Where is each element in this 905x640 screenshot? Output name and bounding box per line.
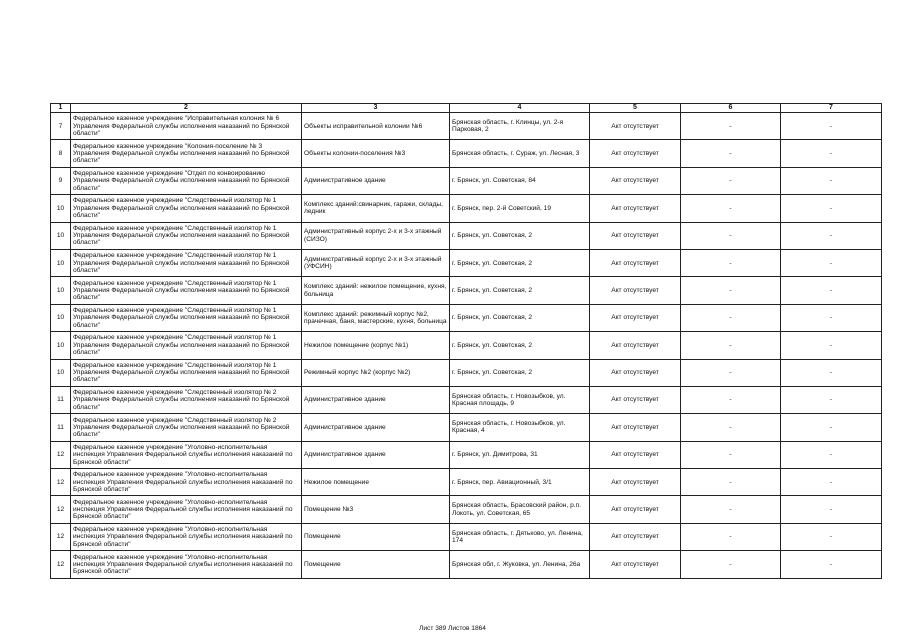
object-cell: Объекты исправительной колонии №6 xyxy=(302,113,450,140)
table-row xyxy=(51,523,882,550)
address-cell: г. Брянск, ул. Димитрова, 31 xyxy=(450,441,590,468)
row-number-cell: 9 xyxy=(51,167,71,194)
column-7-cell: - xyxy=(781,359,882,386)
act-status-cell: Акт отсутствует xyxy=(590,359,681,386)
data-table xyxy=(50,103,882,579)
organization-cell: Федеральное казенное учреждение "Следственный изолятор № 1 Управления Федеральной службы исполнения наказаний по Брянской области" xyxy=(71,195,302,222)
row-number-cell: 10 xyxy=(51,359,71,386)
column-7-cell: - xyxy=(781,277,882,304)
column-header-4: 4 xyxy=(450,104,590,113)
object-cell: Нежилое помещение (корпус №1) xyxy=(302,332,450,359)
organization-cell: Федеральное казенное учреждение "Следственный изолятор № 1 Управления Федеральной службы исполнения наказаний по Брянской области" xyxy=(71,249,302,276)
table-row xyxy=(51,359,882,386)
address-cell: г. Брянск, ул. Советская, 2 xyxy=(450,222,590,249)
column-6-cell: - xyxy=(681,523,781,550)
address-cell: Брянская область, Брасовский район, р.п. Локоть, ул. Советская, 65 xyxy=(450,496,590,523)
address-cell: Брянская область, г. Сураж, ул. Лесная, 3 xyxy=(450,140,590,167)
column-header-2: 2 xyxy=(71,104,302,113)
object-cell: Административный корпус 2-х и 3-х этажный (СИЗО) xyxy=(302,222,450,249)
object-cell: Административное здание xyxy=(302,414,450,441)
act-status-cell: Акт отсутствует xyxy=(590,167,681,194)
object-cell: Режимный корпус №2 (корпус №2) xyxy=(302,359,450,386)
act-status-cell: Акт отсутствует xyxy=(590,332,681,359)
column-header-5: 5 xyxy=(590,104,681,113)
table-row xyxy=(51,551,882,578)
column-header-1: 1 xyxy=(51,104,71,113)
address-cell: г. Брянск, ул. Советская, 2 xyxy=(450,277,590,304)
column-6-cell: - xyxy=(681,551,781,578)
table-header xyxy=(51,104,882,113)
column-7-cell: - xyxy=(781,113,882,140)
act-status-cell: Акт отсутствует xyxy=(590,551,681,578)
organization-cell: Федеральное казенное учреждение "Исправительная колония № 6 Управления Федеральной службы исполнения наказаний по Брянской области" xyxy=(71,113,302,140)
document-sheet xyxy=(50,103,881,579)
row-number-cell: 12 xyxy=(51,551,71,578)
table-body xyxy=(51,113,882,579)
act-status-cell: Акт отсутствует xyxy=(590,441,681,468)
organization-cell: Федеральное казенное учреждение "Уголовно-исполнительная инспекция Управления Федеральной службы исполнения наказаний по Брянской области" xyxy=(71,551,302,578)
organization-cell: Федеральное казенное учреждение "Отдел по конвоированию Управления Федеральной службы исполнения наказаний по Брянской области" xyxy=(71,167,302,194)
row-number-cell: 12 xyxy=(51,441,71,468)
column-header-6: 6 xyxy=(681,104,781,113)
object-cell: Объекты колонии-поселения №3 xyxy=(302,140,450,167)
object-cell: Комплекс зданий: нежилое помещение, кухня, больница xyxy=(302,277,450,304)
address-cell: г. Брянск, ул. Советская, 2 xyxy=(450,304,590,331)
act-status-cell: Акт отсутствует xyxy=(590,249,681,276)
column-7-cell: - xyxy=(781,386,882,413)
act-status-cell: Акт отсутствует xyxy=(590,469,681,496)
act-status-cell: Акт отсутствует xyxy=(590,304,681,331)
table-row xyxy=(51,469,882,496)
table-row xyxy=(51,304,882,331)
row-number-cell: 12 xyxy=(51,496,71,523)
address-cell: г. Брянск, пер. 2-й Советский, 19 xyxy=(450,195,590,222)
table-row xyxy=(51,496,882,523)
row-number-cell: 10 xyxy=(51,195,71,222)
column-6-cell: - xyxy=(681,304,781,331)
column-7-cell: - xyxy=(781,414,882,441)
column-7-cell: - xyxy=(781,249,882,276)
header-row xyxy=(51,104,882,113)
organization-cell: Федеральное казенное учреждение "Следственный изолятор № 2 Управления Федеральной службы исполнения наказаний по Брянской области" xyxy=(71,414,302,441)
address-cell: г. Брянск, ул. Советская, 84 xyxy=(450,167,590,194)
object-cell: Административное здание xyxy=(302,167,450,194)
column-6-cell: - xyxy=(681,496,781,523)
table-row xyxy=(51,195,882,222)
table-row xyxy=(51,332,882,359)
address-cell: Брянская обл, г. Жуковка, ул. Ленина, 26а xyxy=(450,551,590,578)
column-6-cell: - xyxy=(681,113,781,140)
address-cell: г. Брянск, ул. Советская, 2 xyxy=(450,249,590,276)
column-6-cell: - xyxy=(681,386,781,413)
row-number-cell: 8 xyxy=(51,140,71,167)
table-row xyxy=(51,222,882,249)
address-cell: г. Брянск, ул. Советская, 2 xyxy=(450,332,590,359)
address-cell: Брянская область, г. Клинцы, ул. 2-я Парковая, 2 xyxy=(450,113,590,140)
row-number-cell: 10 xyxy=(51,222,71,249)
table-row xyxy=(51,414,882,441)
column-7-cell: - xyxy=(781,332,882,359)
object-cell: Комплекс зданий:свинарник, гаражи, склады, ледник xyxy=(302,195,450,222)
row-number-cell: 11 xyxy=(51,414,71,441)
organization-cell: Федеральное казенное учреждение "Уголовно-исполнительная инспекция Управления Федеральной службы исполнения наказаний по Брянской области" xyxy=(71,523,302,550)
organization-cell: Федеральное казенное учреждение "Уголовно-исполнительная инспекция Управления Федеральной службы исполнения наказаний по Брянской области" xyxy=(71,469,302,496)
page-footer: Лист 389 Листов 1864 xyxy=(419,625,486,632)
organization-cell: Федеральное казенное учреждение "Уголовно-исполнительная инспекция Управления Федеральной службы исполнения наказаний по Брянской области" xyxy=(71,496,302,523)
row-number-cell: 7 xyxy=(51,113,71,140)
column-7-cell: - xyxy=(781,469,882,496)
row-number-cell: 11 xyxy=(51,386,71,413)
column-7-cell: - xyxy=(781,304,882,331)
column-6-cell: - xyxy=(681,249,781,276)
table-row xyxy=(51,113,882,140)
column-6-cell: - xyxy=(681,277,781,304)
column-6-cell: - xyxy=(681,195,781,222)
column-7-cell: - xyxy=(781,140,882,167)
address-cell: г. Брянск, пер. Авиационный, 3/1 xyxy=(450,469,590,496)
column-6-cell: - xyxy=(681,222,781,249)
row-number-cell: 10 xyxy=(51,304,71,331)
address-cell: Брянская область, г. Новозыбков, ул. Красная, 4 xyxy=(450,414,590,441)
column-header-3: 3 xyxy=(302,104,450,113)
organization-cell: Федеральное казенное учреждение "Следственный изолятор № 1 Управления Федеральной службы исполнения наказаний по Брянской области" xyxy=(71,332,302,359)
act-status-cell: Акт отсутствует xyxy=(590,140,681,167)
column-7-cell: - xyxy=(781,496,882,523)
column-6-cell: - xyxy=(681,167,781,194)
address-cell: Брянская область, г. Дятьково, ул. Ленина, 174 xyxy=(450,523,590,550)
column-6-cell: - xyxy=(681,332,781,359)
organization-cell: Федеральное казенное учреждение "Следственный изолятор № 1 Управления Федеральной службы исполнения наказаний по Брянской области" xyxy=(71,304,302,331)
row-number-cell: 10 xyxy=(51,249,71,276)
table-row xyxy=(51,140,882,167)
act-status-cell: Акт отсутствует xyxy=(590,113,681,140)
column-7-cell: - xyxy=(781,441,882,468)
row-number-cell: 12 xyxy=(51,469,71,496)
column-7-cell: - xyxy=(781,195,882,222)
row-number-cell: 10 xyxy=(51,332,71,359)
act-status-cell: Акт отсутствует xyxy=(590,523,681,550)
address-cell: г. Брянск, ул. Советская, 2 xyxy=(450,359,590,386)
organization-cell: Федеральное казенное учреждение "Колония-поселение № 3 Управления Федеральной службы исполнения наказаний по Брянской области" xyxy=(71,140,302,167)
address-cell: Брянская область, г. Новозыбков, ул. Красная площадь, 9 xyxy=(450,386,590,413)
object-cell: Помещение xyxy=(302,551,450,578)
table-row xyxy=(51,441,882,468)
object-cell: Комплекс зданий: режимный корпус №2, прачечная, баня, мастерские, кухня, больница xyxy=(302,304,450,331)
column-7-cell: - xyxy=(781,523,882,550)
object-cell: Административное здание xyxy=(302,441,450,468)
organization-cell: Федеральное казенное учреждение "Следственный изолятор № 1 Управления Федеральной службы исполнения наказаний по Брянской области" xyxy=(71,359,302,386)
act-status-cell: Акт отсутствует xyxy=(590,386,681,413)
act-status-cell: Акт отсутствует xyxy=(590,195,681,222)
act-status-cell: Акт отсутствует xyxy=(590,222,681,249)
act-status-cell: Акт отсутствует xyxy=(590,496,681,523)
column-6-cell: - xyxy=(681,441,781,468)
table-row xyxy=(51,249,882,276)
act-status-cell: Акт отсутствует xyxy=(590,414,681,441)
table-row xyxy=(51,386,882,413)
object-cell: Помещение xyxy=(302,523,450,550)
organization-cell: Федеральное казенное учреждение "Следственный изолятор № 1 Управления Федеральной службы исполнения наказаний по Брянской области" xyxy=(71,222,302,249)
column-6-cell: - xyxy=(681,359,781,386)
table-row xyxy=(51,167,882,194)
column-6-cell: - xyxy=(681,140,781,167)
column-7-cell: - xyxy=(781,222,882,249)
column-7-cell: - xyxy=(781,551,882,578)
object-cell: Административный корпус 2-х и 3-х этажный (УФСИН) xyxy=(302,249,450,276)
column-6-cell: - xyxy=(681,469,781,496)
object-cell: Помещение №3 xyxy=(302,496,450,523)
column-7-cell: - xyxy=(781,167,882,194)
row-number-cell: 12 xyxy=(51,523,71,550)
table-row xyxy=(51,277,882,304)
object-cell: Административное здание xyxy=(302,386,450,413)
organization-cell: Федеральное казенное учреждение "Уголовно-исполнительная инспекция Управления Федеральной службы исполнения наказаний по Брянской области" xyxy=(71,441,302,468)
column-6-cell: - xyxy=(681,414,781,441)
object-cell: Нежилое помещение xyxy=(302,469,450,496)
column-header-7: 7 xyxy=(781,104,882,113)
act-status-cell: Акт отсутствует xyxy=(590,277,681,304)
row-number-cell: 10 xyxy=(51,277,71,304)
organization-cell: Федеральное казенное учреждение "Следственный изолятор № 2 Управления Федеральной службы исполнения наказаний по Брянской области" xyxy=(71,386,302,413)
organization-cell: Федеральное казенное учреждение "Следственный изолятор № 1 Управления Федеральной службы исполнения наказаний по Брянской области" xyxy=(71,277,302,304)
